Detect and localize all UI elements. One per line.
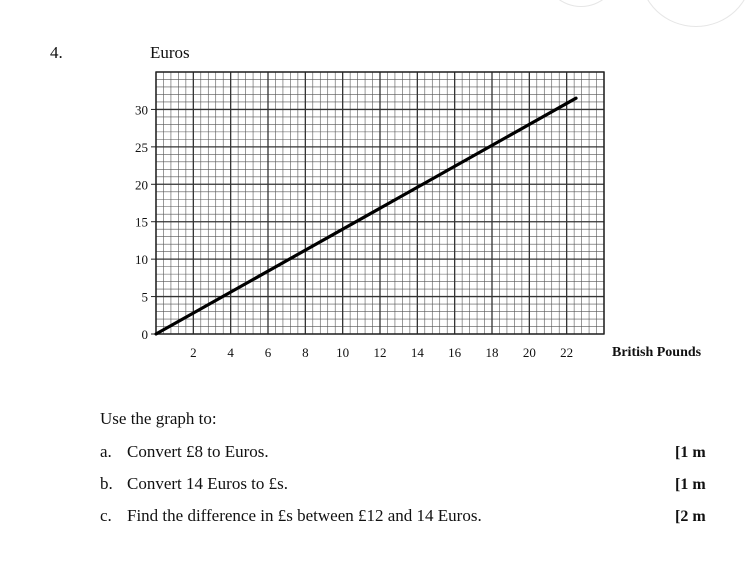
part-text: Find the difference in £s between £12 and 14 Euros. [127, 506, 482, 525]
y-tick-label: 15 [135, 214, 148, 230]
x-tick-label: 18 [485, 345, 499, 360]
x-tick-label: 22 [560, 345, 574, 360]
instruction-text: Use the graph to: [100, 409, 217, 428]
x-tick-label: 12 [373, 345, 387, 360]
part-letter: c. [100, 506, 112, 525]
y-tick-label: 10 [135, 252, 148, 268]
y-tick-labels [135, 102, 156, 342]
part-text: Convert £8 to Euros. [127, 442, 269, 461]
part-letter: b. [100, 474, 113, 493]
x-tick-label: 2 [190, 345, 197, 360]
part-c-marks: [2 m [675, 508, 706, 525]
part-a [100, 442, 269, 462]
part-b-marks: [1 m [675, 476, 706, 493]
x-tick-label: 8 [302, 345, 309, 360]
part-b [100, 474, 288, 494]
x-tick-label: 16 [448, 345, 462, 360]
y-tick-label: 25 [135, 139, 148, 155]
x-axis-title: British Pounds [612, 345, 702, 360]
y-tick-label: 0 [141, 327, 148, 342]
conversion-line [156, 98, 576, 334]
x-tick-labels [190, 345, 573, 360]
x-tick-label: 14 [410, 345, 424, 360]
y-tick-label: 5 [141, 289, 148, 305]
part-a-marks: [1 m [675, 444, 706, 461]
y-axis-title: Euros [150, 43, 190, 62]
x-tick-label: 6 [264, 345, 272, 360]
y-tick-label: 20 [135, 177, 148, 193]
y-tick-label: 30 [135, 102, 148, 118]
part-letter: a. [100, 442, 112, 461]
series-layer [156, 98, 576, 334]
part-text: Convert 14 Euros to £s. [127, 474, 289, 493]
question-number: 4. [50, 43, 63, 62]
part-c [100, 506, 482, 526]
x-tick-label: 10 [336, 345, 350, 360]
x-tick-label: 4 [227, 345, 234, 360]
x-tick-label: 20 [522, 345, 536, 360]
